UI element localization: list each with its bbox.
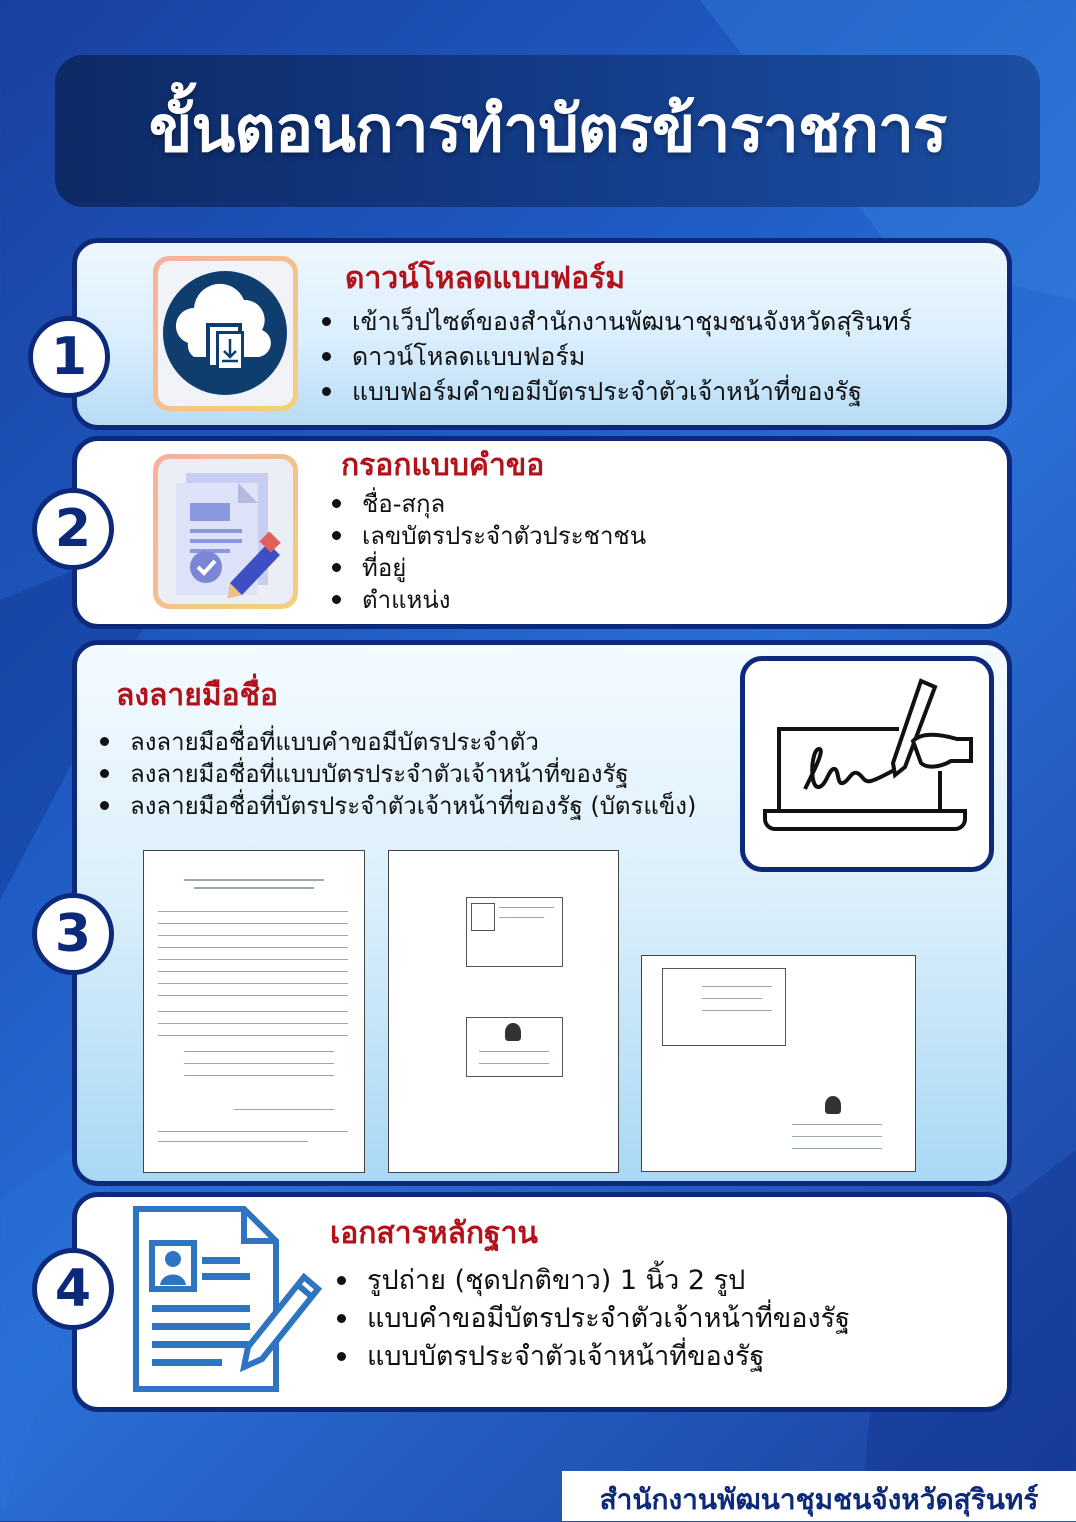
step-1-list bbox=[318, 304, 912, 409]
form-checkmark-pencil-icon bbox=[153, 454, 298, 609]
hard-card-sample bbox=[641, 955, 916, 1172]
list-item: แบบคำขอมีบัตรประจำตัวเจ้าหน้าที่ของรัฐ bbox=[333, 1300, 850, 1338]
step-3-list bbox=[96, 726, 696, 822]
card-form-sample bbox=[388, 850, 619, 1173]
list-item: ชื่อ-สกุล bbox=[328, 488, 646, 520]
step-1-heading: ดาวน์โหลดแบบฟอร์ม bbox=[345, 261, 626, 296]
list-item: แบบฟอร์มคำขอมีบัตรประจำตัวเจ้าหน้าที่ของรัฐ bbox=[318, 374, 912, 409]
step-3-heading: ลงลายมือชื่อ bbox=[116, 678, 279, 713]
list-item: ลงลายมือชื่อที่แบบคำขอมีบัตรประจำตัว bbox=[96, 726, 696, 758]
list-item: แบบบัตรประจำตัวเจ้าหน้าที่ของรัฐ bbox=[333, 1338, 850, 1376]
list-item: เลขบัตรประจำตัวประชาชน bbox=[328, 520, 646, 552]
step-2-heading: กรอกแบบคำขอ bbox=[341, 448, 545, 483]
step-1-number: 1 bbox=[28, 316, 110, 398]
step-3-number: 3 bbox=[32, 893, 114, 975]
list-item: ลงลายมือชื่อที่บัตรประจำตัวเจ้าหน้าที่ของรัฐ (บัตรแข็ง) bbox=[96, 790, 696, 822]
list-item: ตำแหน่ง bbox=[328, 584, 646, 616]
list-item: ลงลายมือชื่อที่แบบบัตรประจำตัวเจ้าหน้าที่ของรัฐ bbox=[96, 758, 696, 790]
page-title: ขั้นตอนการทำบัตรข้าราชการ bbox=[148, 93, 947, 167]
footer-organization-name: สำนักงานพัฒนาชุมชนจังหวัดสุรินทร์ bbox=[599, 1483, 1039, 1516]
list-item: เข้าเว็ปไซต์ของสำนักงานพัฒนาชุมชนจังหวัดสุรินทร์ bbox=[318, 304, 912, 339]
step-4-number: 4 bbox=[32, 1248, 114, 1330]
list-item: ดาวน์โหลดแบบฟอร์ม bbox=[318, 339, 912, 374]
request-form-sample bbox=[143, 850, 365, 1173]
step-2-list bbox=[328, 488, 646, 616]
step-4-list bbox=[333, 1262, 850, 1376]
list-item: ที่อยู่ bbox=[328, 552, 646, 584]
cloud-download-document-icon bbox=[153, 256, 298, 411]
laptop-signature-icon bbox=[740, 656, 994, 872]
id-document-pencil-icon bbox=[130, 1205, 325, 1395]
list-item: รูปถ่าย (ชุดปกติขาว) 1 นิ้ว 2 รูป bbox=[333, 1262, 850, 1300]
step-4-heading: เอกสารหลักฐาน bbox=[330, 1216, 538, 1251]
step-2-number: 2 bbox=[32, 488, 114, 570]
